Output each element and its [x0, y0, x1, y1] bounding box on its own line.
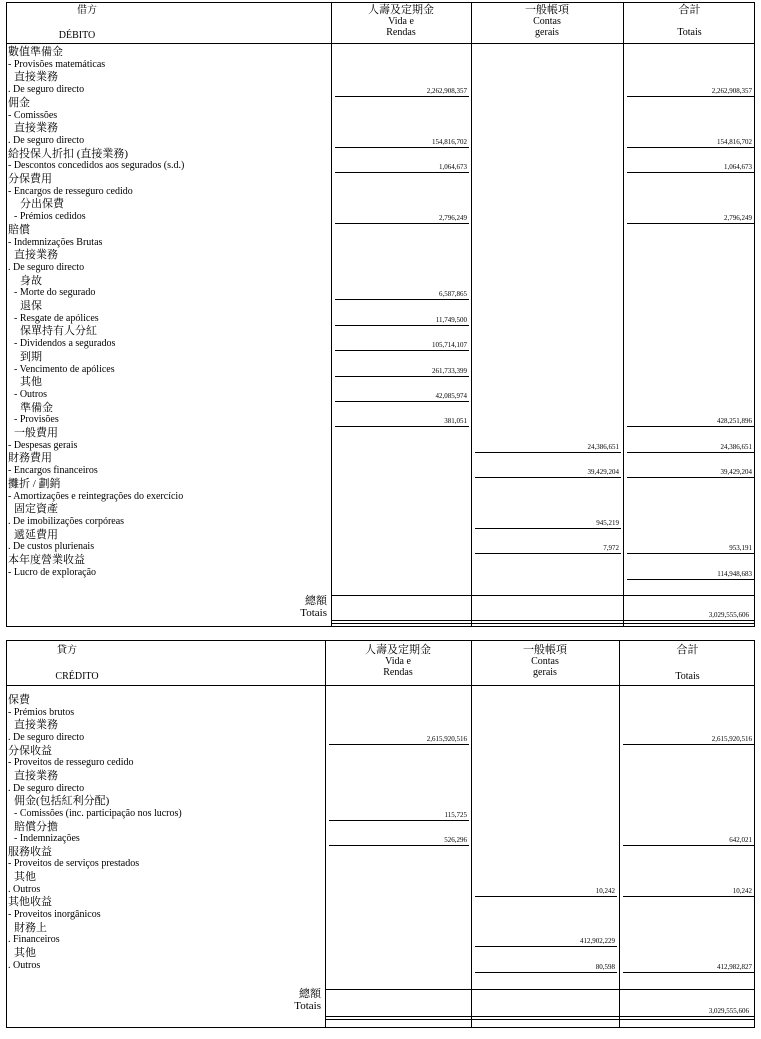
row-label: - Indemnizações Brutas: [8, 236, 103, 248]
cell-underline: [329, 845, 469, 846]
row-label: 其他收益: [8, 896, 52, 909]
cell-underline: [623, 972, 754, 973]
row-label: 財務上: [14, 921, 47, 934]
cell-underline: [329, 744, 469, 745]
totals-line: [325, 989, 754, 990]
row-label: - Proveitos de serviços prestados: [8, 858, 140, 870]
row-label: 賠償: [8, 223, 30, 236]
row-label: 退保: [20, 300, 42, 312]
col-vida-header: 人壽及定期金 Vida e Rendas: [365, 644, 431, 678]
row-label: - Encargos de resseguro cedido: [8, 185, 133, 197]
cell-total: 24,386,651: [720, 442, 752, 451]
cell-total: 642,021: [729, 836, 752, 845]
header-divider: [7, 685, 754, 686]
row-label: 直接業務: [14, 719, 58, 732]
cell-underline: [475, 528, 621, 529]
credit-title-pt: CRÉDITO: [55, 671, 99, 682]
cell-vida: 154,816,702: [432, 137, 467, 146]
cell-underline: [623, 744, 754, 745]
col-vida-header: 人壽及定期金 Vida e Rendas: [368, 4, 434, 38]
row-label: . De seguro directo: [8, 261, 85, 273]
cell-underline: [623, 845, 754, 846]
cell-underline: [475, 972, 617, 973]
total-rule: [331, 620, 754, 621]
cell-underline: [335, 172, 469, 173]
row-label: 到期: [20, 350, 42, 363]
row-label: . De seguro directo: [8, 84, 85, 96]
row-label: - Comissões (inc. participação nos lucros): [14, 807, 182, 819]
cell-underline: [627, 147, 754, 148]
row-label: 分保費用: [8, 173, 52, 185]
cell-vida: 2,796,249: [439, 214, 467, 223]
cell-vida: 6,587,865: [439, 290, 467, 299]
row-label: 直接業務: [14, 71, 58, 84]
debit-title-pt: DÉBITO: [58, 30, 96, 41]
col-totais-header: 合計 Totais: [675, 644, 700, 682]
cell-vida: 42,085,974: [435, 391, 467, 400]
cell-underline: [627, 553, 754, 554]
cell-vida: 381,051: [444, 417, 467, 426]
row-label: 其他: [14, 947, 36, 959]
row-label: - Proveitos de resseguro cedido: [8, 757, 134, 769]
cell-underline: [335, 299, 469, 300]
cell-underline: [335, 223, 469, 224]
col-gerais-header: 一般帳項 Contas gerais: [525, 4, 569, 38]
cell-underline: [335, 426, 469, 427]
row-label: 佣金: [8, 96, 30, 109]
row-label: - Provisões matemáticas: [8, 58, 106, 70]
cell-underline: [627, 426, 754, 427]
cell-underline: [335, 147, 469, 148]
cell-total: 2,262,908,357: [711, 87, 752, 96]
credit-table: [6, 640, 755, 1028]
row-label: 給投保人折扣 (直接業務): [8, 147, 129, 160]
row-label: - Comissões: [8, 109, 58, 121]
debit-grand-total: 3,029,555,606: [708, 611, 749, 619]
row-label: . De seguro directo: [8, 731, 85, 743]
debit-title-zh: 借方: [77, 5, 97, 16]
row-label: - Provisões: [14, 414, 59, 426]
row-label: - Vencimento de apólices: [14, 363, 115, 375]
row-label: 分保收益: [8, 744, 52, 757]
row-label: 財務費用: [8, 452, 52, 465]
cell-total: 2,796,249: [724, 214, 752, 223]
cell-underline: [475, 946, 617, 947]
cell-underline: [335, 401, 469, 402]
row-label: 本年度營業收益: [8, 554, 85, 566]
credit-grand-total: 3,029,555,606: [708, 1007, 749, 1015]
cell-underline: [335, 376, 469, 377]
cell-vida: 11,749,500: [435, 315, 467, 324]
cell-vida: 115,725: [444, 810, 467, 819]
row-label: 賠償分擔: [14, 820, 58, 833]
cell-gerais: 10,242: [595, 886, 615, 895]
cell-gerais: 945,219: [596, 518, 619, 527]
row-label: 遞延費用: [14, 528, 58, 541]
cell-underline: [475, 553, 621, 554]
cell-vida: 2,262,908,357: [426, 87, 467, 96]
cell-gerais: 80,598: [595, 962, 615, 971]
row-label: - Dividendos a segurados: [14, 338, 116, 350]
row-label: - Prémios cedidos: [14, 211, 86, 223]
row-label: . De seguro directo: [8, 134, 85, 146]
cell-gerais: 7,972: [603, 544, 619, 553]
column-divider: [325, 641, 326, 1027]
row-label: 服務收益: [8, 845, 52, 858]
cell-underline: [623, 896, 754, 897]
row-label: 直接業務: [14, 769, 58, 782]
row-label: . De seguro directo: [8, 782, 85, 794]
cell-underline: [329, 820, 469, 821]
cell-total: 154,816,702: [717, 137, 752, 146]
debit-table: [6, 2, 755, 627]
row-label: - Prémios brutos: [8, 706, 75, 718]
cell-total: 428,251,896: [717, 417, 752, 426]
row-label: - Amortizações e reintegrações do exercício: [8, 490, 184, 502]
row-label: - Lucro de exploração: [8, 566, 97, 578]
row-label: 身故: [20, 274, 42, 287]
cell-vida: 261,733,399: [432, 366, 467, 375]
row-label: 保費: [8, 694, 30, 706]
row-label: 直接業務: [14, 122, 58, 135]
row-label: . Outros: [8, 959, 41, 971]
cell-underline: [335, 96, 469, 97]
row-label: 分出保費: [20, 198, 64, 211]
cell-total: 1,064,673: [724, 163, 752, 172]
column-divider: [331, 3, 332, 626]
cell-underline: [335, 325, 469, 326]
cell-underline: [627, 452, 754, 453]
cell-total: 2,615,920,516: [711, 734, 752, 743]
cell-underline: [475, 896, 617, 897]
cell-vida: 2,615,920,516: [426, 734, 467, 743]
row-label: 固定資產: [14, 503, 58, 516]
row-label: - Encargos financeiros: [8, 465, 98, 477]
cell-underline: [475, 452, 621, 453]
row-label: . De imobilizações corpóreas: [8, 515, 125, 527]
debit-totals-label: 總額 Totais: [300, 595, 327, 619]
total-rule: [331, 623, 754, 624]
row-label: . De custos plurienais: [8, 541, 95, 553]
cell-underline: [627, 477, 754, 478]
row-label: 攤折 / 劃銷: [8, 477, 61, 490]
cell-vida: 526,296: [444, 836, 467, 845]
row-label: 一般費用: [14, 427, 58, 439]
column-divider: [471, 3, 472, 626]
row-label: 其他: [14, 871, 36, 884]
row-label: 直接業務: [14, 249, 58, 262]
col-totais-header: 合計 Totais: [677, 4, 702, 38]
cell-underline: [335, 350, 469, 351]
cell-gerais: 24,386,651: [587, 442, 619, 451]
row-label: - Outros: [14, 388, 48, 400]
cell-total: 412,982,827: [717, 962, 752, 971]
cell-vida: 105,714,107: [432, 341, 467, 350]
cell-underline: [627, 223, 754, 224]
row-label: . Outros: [8, 883, 41, 895]
cell-gerais: 39,429,204: [587, 468, 619, 477]
cell-total: 10,242: [732, 886, 752, 895]
row-label: - Indemnizações: [14, 833, 80, 845]
credit-totals-label: 總額 Totais: [294, 988, 321, 1012]
cell-total: 114,948,683: [717, 569, 752, 578]
cell-underline: [627, 579, 754, 580]
cell-underline: [627, 172, 754, 173]
row-label: - Morte do segurado: [14, 287, 96, 299]
row-label: - Despesas gerais: [8, 439, 78, 451]
row-label: - Proveitos inorgânicos: [8, 909, 101, 921]
row-label: 數值準備金: [8, 46, 63, 58]
row-label: . Financeiros: [8, 934, 60, 946]
row-label: 佣金(包括紅利分配): [14, 795, 110, 808]
row-label: - Descontos concedidos aos segurados (s.d.): [8, 160, 185, 172]
cell-underline: [475, 477, 621, 478]
total-rule: [325, 1019, 754, 1020]
column-divider: [623, 3, 624, 626]
cell-vida: 1,064,673: [439, 163, 467, 172]
col-gerais-header: 一般帳項 Contas gerais: [523, 644, 567, 678]
credit-title-zh: 貸方: [57, 645, 77, 656]
total-rule: [325, 1016, 754, 1017]
totals-line: [331, 595, 754, 596]
cell-gerais: 412,902,229: [580, 937, 615, 946]
row-label: - Resgate de apólices: [14, 312, 99, 324]
row-label: 其他: [20, 376, 42, 389]
cell-total: 39,429,204: [720, 468, 752, 477]
cell-total: 953,191: [729, 544, 752, 553]
header-divider: [7, 43, 754, 44]
row-label: 準備金: [20, 401, 53, 414]
cell-underline: [627, 96, 754, 97]
row-label: 保單持有人分紅: [20, 325, 97, 338]
